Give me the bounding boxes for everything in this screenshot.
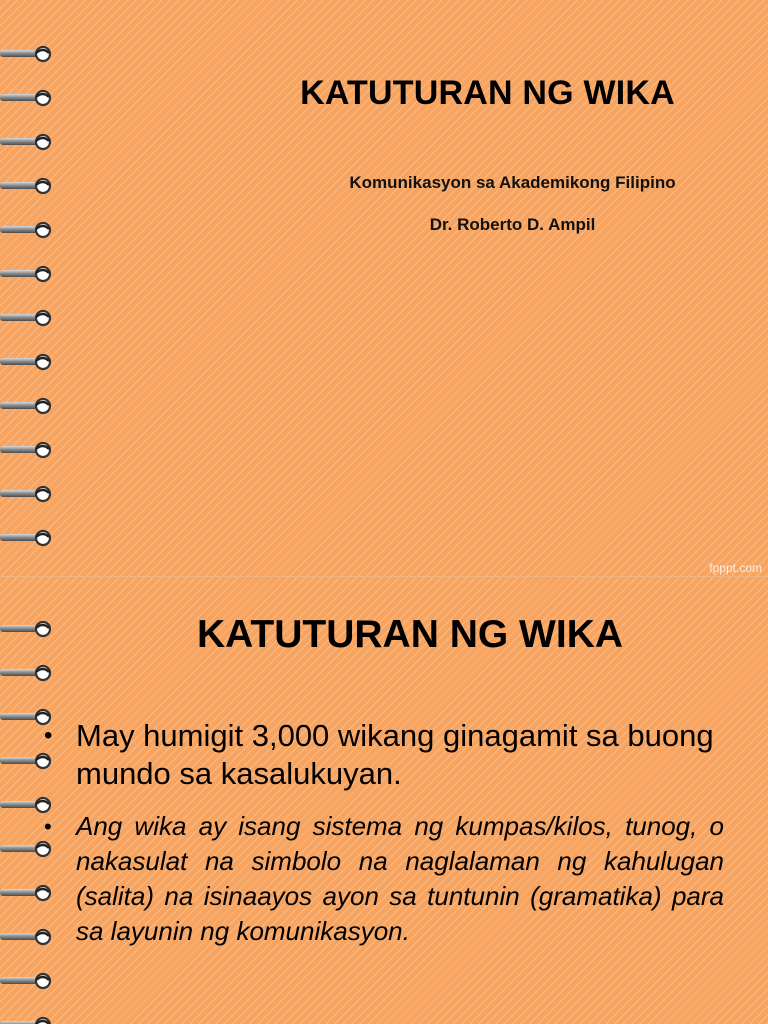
slide-1-subtitle: Komunikasyon sa Akademikong Filipino: [349, 173, 676, 192]
bullet-item: [44, 809, 724, 949]
spiral-binding-ring-icon: [0, 265, 56, 283]
slide-1-title: KATUTURAN NG WIKA: [300, 74, 675, 112]
spiral-binding-ring-icon: [0, 664, 56, 682]
bullet-text: May humigit 3,000 wikang ginagamit sa buong mundo sa kasalukuyan.: [76, 718, 714, 791]
bullet-marker: •: [44, 722, 53, 749]
spiral-binding-ring-icon: [0, 620, 56, 638]
bullet-text: Ang wika ay isang sistema ng kumpas/kilos, tunog, o nakasulat na simbolo na naglalaman ng kahulugan (salita) na isinaayos ayon sa tuntunin (gramatika) para sa layunin ng komunikasyon.: [76, 811, 724, 946]
spiral-binding-ring-icon: [0, 177, 56, 195]
bullet-item: [44, 717, 724, 793]
spiral-binding: [0, 577, 60, 1024]
spiral-binding-ring-icon: [0, 529, 56, 547]
spiral-binding-ring-icon: [0, 485, 56, 503]
spiral-binding-ring-icon: [0, 441, 56, 459]
spiral-binding-ring-icon: [0, 221, 56, 239]
spiral-binding-ring-icon: [0, 972, 56, 990]
bullet-marker: •: [44, 814, 52, 839]
spiral-binding-ring-icon: [0, 89, 56, 107]
watermark: fpppt.com: [709, 561, 762, 575]
slide-2-title: KATUTURAN NG WIKA: [196, 613, 624, 656]
spiral-binding-ring-icon: [0, 309, 56, 327]
spiral-binding-ring-icon: [0, 397, 56, 415]
spiral-binding: [0, 0, 60, 576]
spiral-binding-ring-icon: [0, 45, 56, 63]
slide-1-author: Dr. Roberto D. Ampil: [429, 215, 596, 234]
spiral-binding-ring-icon: [0, 353, 56, 371]
spiral-binding-ring-icon: [0, 1016, 56, 1024]
slide-2: [0, 576, 768, 1024]
spiral-binding-ring-icon: [0, 133, 56, 151]
